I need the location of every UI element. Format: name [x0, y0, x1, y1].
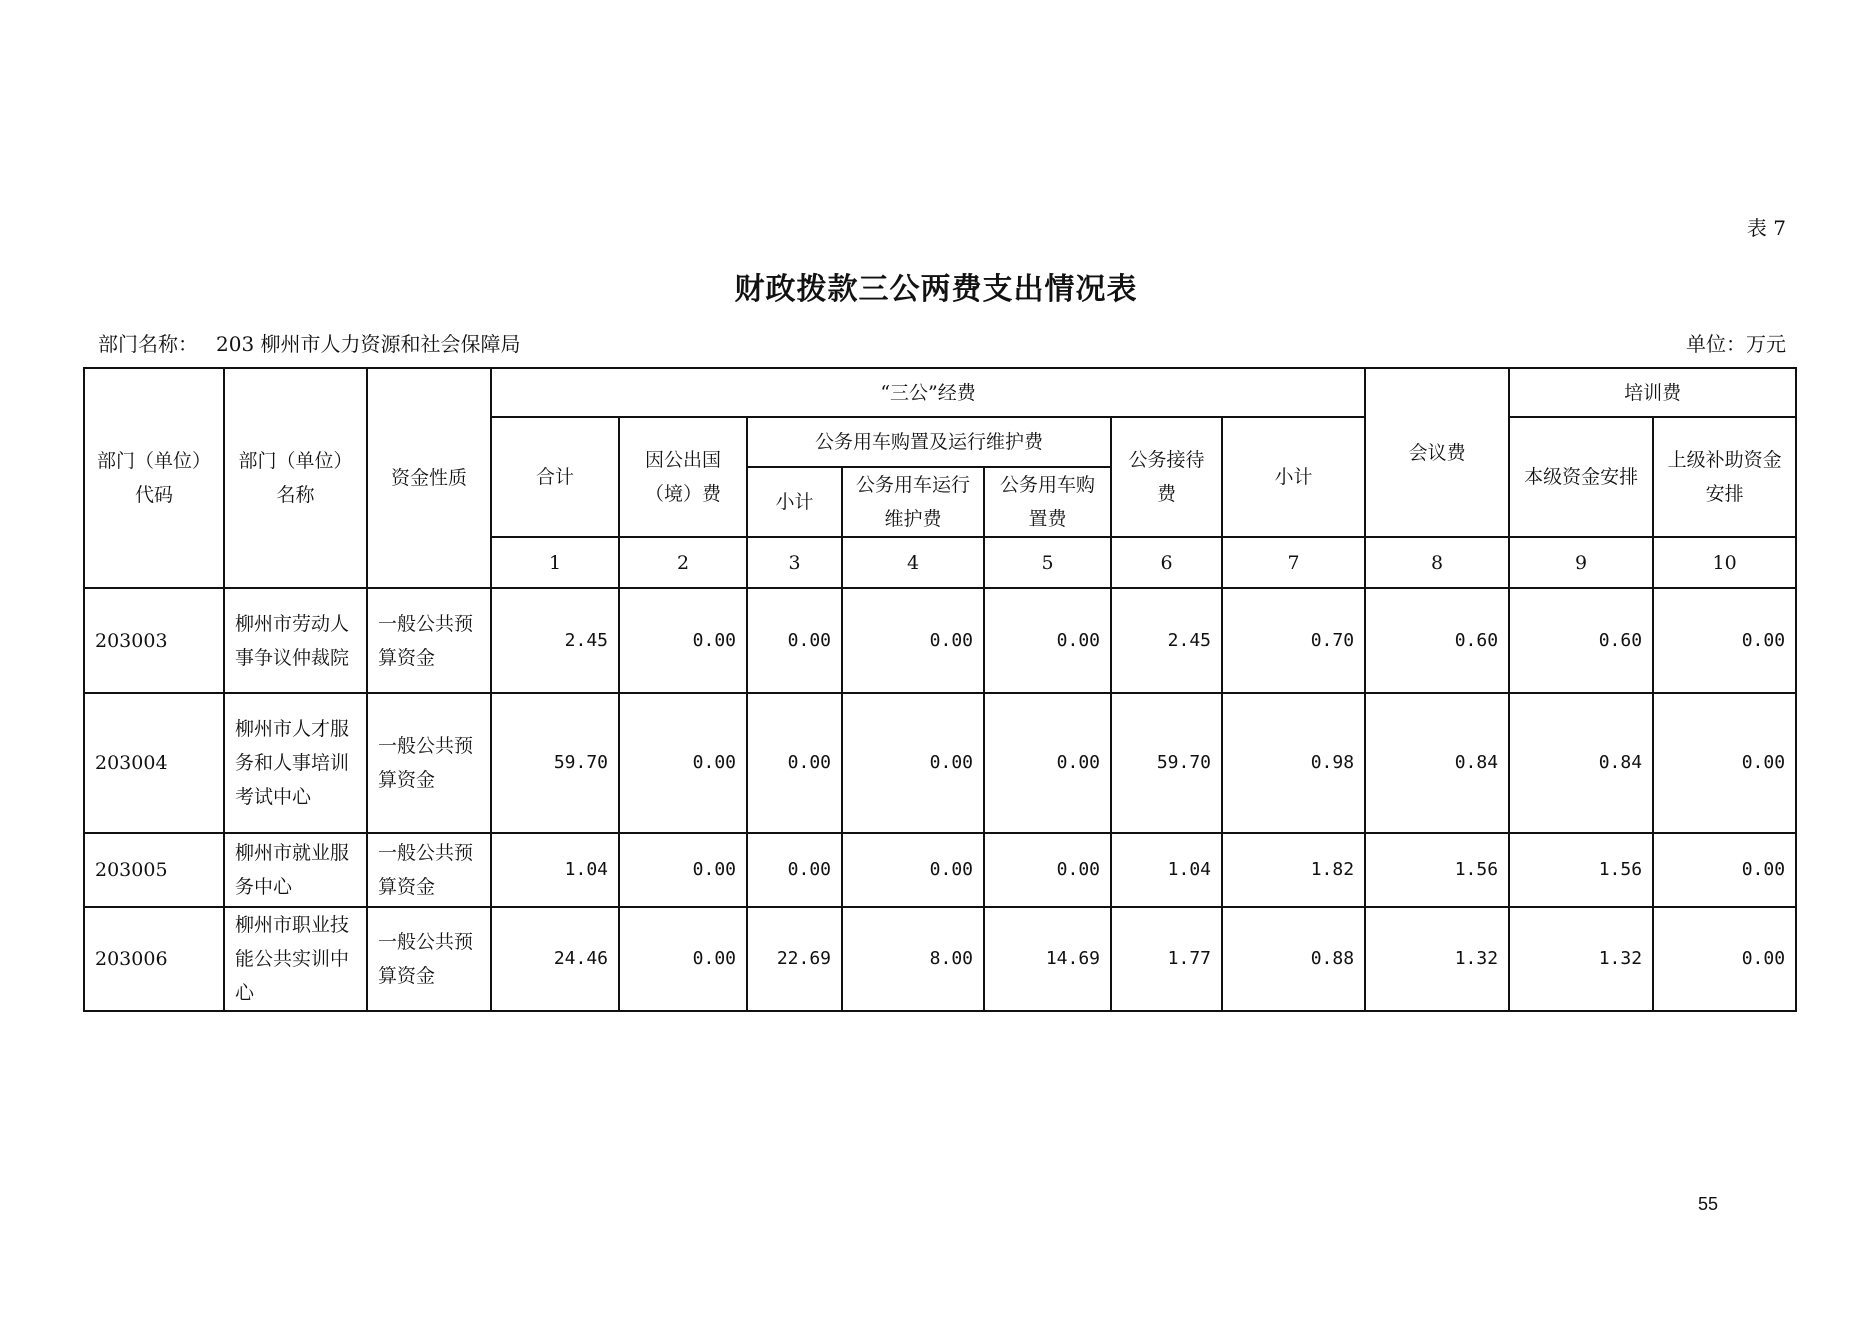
row-value: 1.56 [1509, 833, 1653, 907]
header-training-local: 本级资金安排 [1509, 417, 1653, 537]
column-number: 7 [1222, 537, 1365, 588]
row-value: 1.77 [1111, 907, 1222, 1011]
header-training-subtotal: 小计 [1222, 417, 1365, 537]
column-number: 8 [1365, 537, 1509, 588]
page-number: 55 [1698, 1194, 1719, 1214]
column-number: 2 [619, 537, 747, 588]
row-value: 8.00 [842, 907, 984, 1011]
row-value: 0.00 [747, 693, 842, 833]
row-value: 0.60 [1509, 588, 1653, 693]
department-label: 部门名称： [98, 332, 198, 356]
row-value: 0.00 [984, 693, 1111, 833]
column-number: 3 [747, 537, 842, 588]
header-reception: 公务接待费 [1111, 417, 1222, 537]
expenditure-table [83, 367, 1797, 1012]
table-row [84, 907, 1796, 1011]
row-name: 柳州市职业技能公共实训中心 [224, 907, 367, 1011]
column-number: 5 [984, 537, 1111, 588]
row-value: 1.32 [1365, 907, 1509, 1011]
row-name: 柳州市人才服务和人事培训考试中心 [224, 693, 367, 833]
header-fund-nature: 资金性质 [367, 368, 491, 588]
row-value: 14.69 [984, 907, 1111, 1011]
row-value: 0.00 [842, 588, 984, 693]
column-number: 10 [1653, 537, 1796, 588]
row-value: 1.04 [491, 833, 619, 907]
row-value: 0.98 [1222, 693, 1365, 833]
row-value: 24.46 [491, 907, 619, 1011]
header-training: 培训费 [1509, 368, 1796, 417]
header-vehicle-purchase: 公务用车购置费 [984, 467, 1111, 537]
row-value: 0.00 [984, 833, 1111, 907]
row-value: 0.70 [1222, 588, 1365, 693]
header-training-upper: 上级补助资金安排 [1653, 417, 1796, 537]
table-row [84, 693, 1796, 833]
row-value: 0.00 [1653, 588, 1796, 693]
column-number: 9 [1509, 537, 1653, 588]
row-value: 0.00 [747, 588, 842, 693]
unit-label: 单位：万元 [1686, 332, 1786, 356]
row-name: 柳州市劳动人事争议仲裁院 [224, 588, 367, 693]
table-row [84, 588, 1796, 693]
document-title: 财政拨款三公两费支出情况表 [734, 272, 1138, 307]
header-dept-code: 部门（单位）代码 [84, 368, 224, 588]
row-value: 2.45 [1111, 588, 1222, 693]
row-value: 0.00 [619, 833, 747, 907]
header-vehicle: 公务用车购置及运行维护费 [747, 417, 1111, 467]
header-dept-name: 部门（单位）名称 [224, 368, 367, 588]
row-value: 22.69 [747, 907, 842, 1011]
row-fund: 一般公共预算资金 [367, 693, 491, 833]
column-number: 4 [842, 537, 984, 588]
header-row-1 [84, 368, 1796, 417]
row-fund: 一般公共预算资金 [367, 833, 491, 907]
column-number: 1 [491, 537, 619, 588]
table-label: 表 7 [1746, 216, 1786, 240]
row-code: 203004 [84, 693, 224, 833]
table-row [84, 833, 1796, 907]
row-value: 1.56 [1365, 833, 1509, 907]
row-value: 59.70 [1111, 693, 1222, 833]
row-name: 柳州市就业服务中心 [224, 833, 367, 907]
row-value: 0.00 [619, 693, 747, 833]
row-value: 0.84 [1365, 693, 1509, 833]
row-value: 0.00 [619, 588, 747, 693]
row-value: 0.84 [1509, 693, 1653, 833]
header-vehicle-subtotal: 小计 [747, 467, 842, 537]
row-code: 203003 [84, 588, 224, 693]
row-fund: 一般公共预算资金 [367, 588, 491, 693]
department-value: 203 柳州市人力资源和社会保障局 [216, 332, 521, 356]
row-value: 1.32 [1509, 907, 1653, 1011]
row-value: 0.00 [1653, 833, 1796, 907]
row-value: 59.70 [491, 693, 619, 833]
row-value: 0.00 [842, 833, 984, 907]
header-meeting: 会议费 [1365, 368, 1509, 537]
header-abroad: 因公出国（境）费 [619, 417, 747, 537]
header-sangong: “三公”经费 [491, 368, 1365, 417]
row-value: 0.00 [747, 833, 842, 907]
row-value: 0.00 [619, 907, 747, 1011]
row-value: 1.04 [1111, 833, 1222, 907]
row-value: 1.82 [1222, 833, 1365, 907]
row-fund: 一般公共预算资金 [367, 907, 491, 1011]
row-value: 0.88 [1222, 907, 1365, 1011]
column-number: 6 [1111, 537, 1222, 588]
row-value: 0.00 [842, 693, 984, 833]
row-value: 0.60 [1365, 588, 1509, 693]
row-code: 203005 [84, 833, 224, 907]
row-value: 0.00 [1653, 907, 1796, 1011]
row-value: 0.00 [1653, 693, 1796, 833]
department-line [98, 328, 521, 357]
row-code: 203006 [84, 907, 224, 1011]
row-value: 0.00 [984, 588, 1111, 693]
row-value: 2.45 [491, 588, 619, 693]
header-vehicle-operation: 公务用车运行维护费 [842, 467, 984, 537]
header-total: 合计 [491, 417, 619, 537]
